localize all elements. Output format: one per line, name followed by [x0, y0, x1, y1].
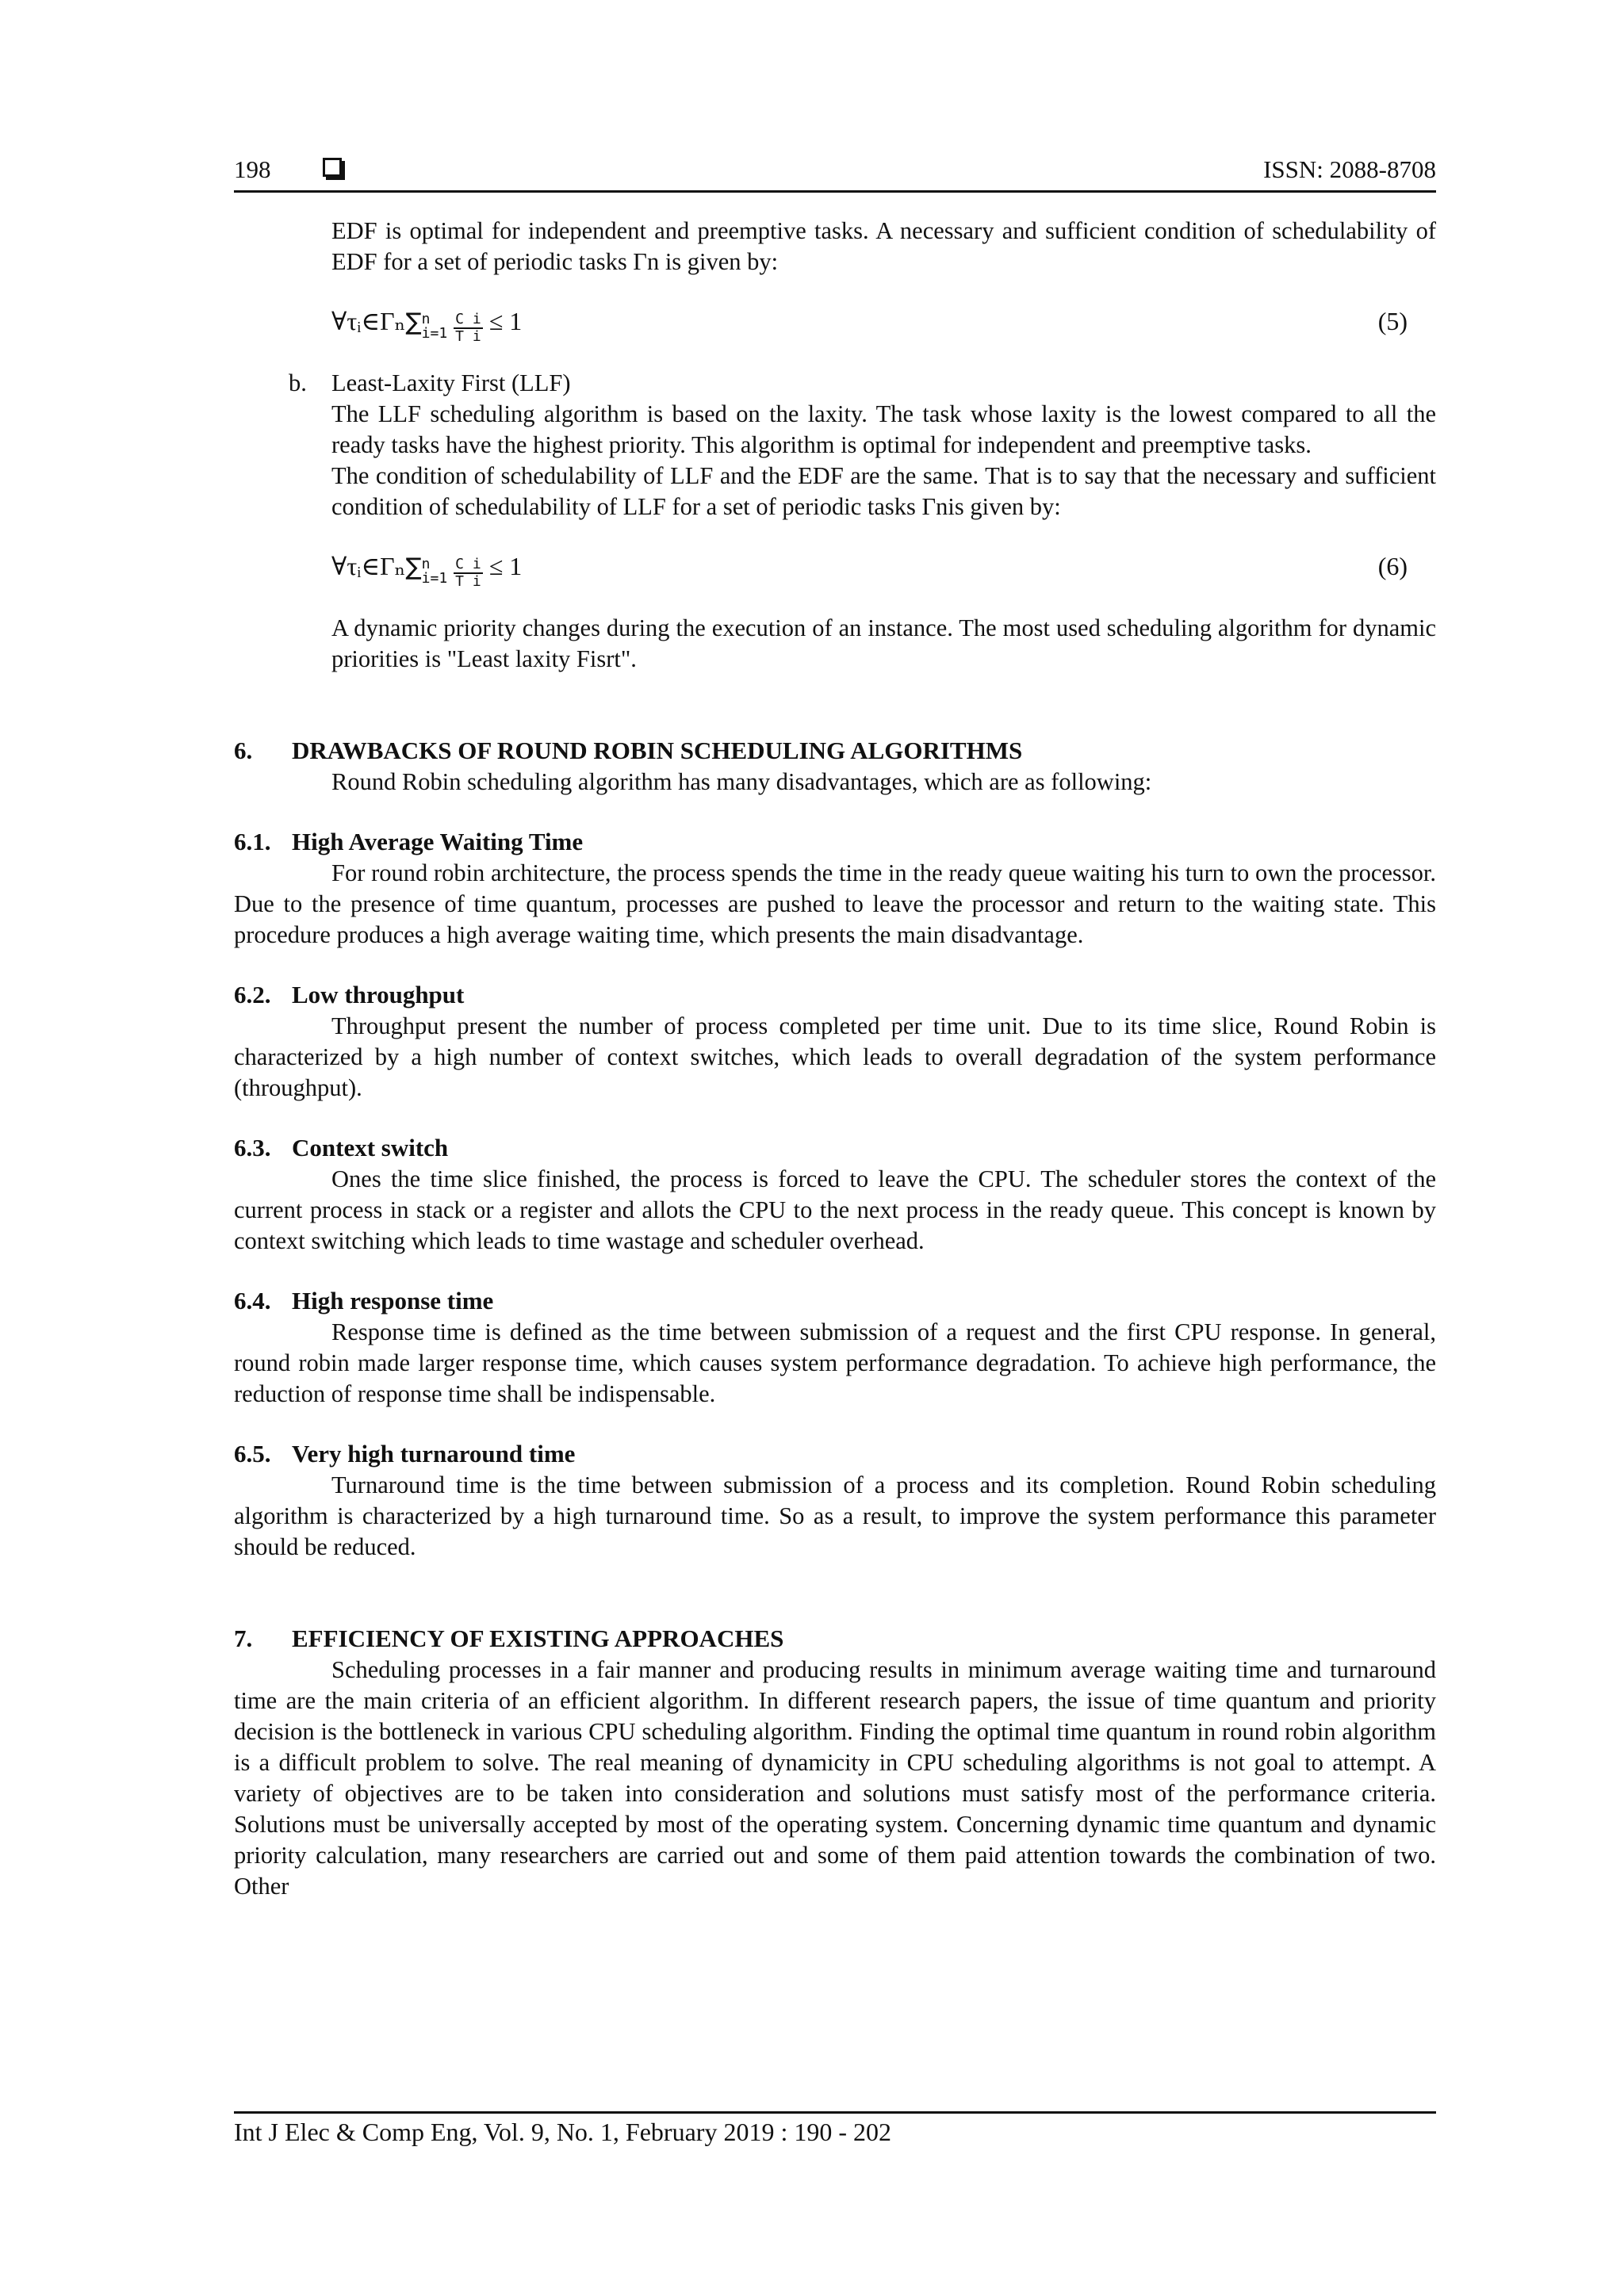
subsection-6-5-text: Turnaround time is the time between submission of a process and its completion. Round Robin scheduling algorithm is characterized by a high turnaround time. So as a result, to improve the system performance this parameter should be reduced.	[234, 1471, 1436, 1560]
llf-title: Least-Laxity First (LLF)	[331, 369, 571, 396]
equation-5-expression	[331, 306, 522, 345]
square-bullet-icon	[323, 158, 342, 177]
equation-6-upper: n	[421, 556, 431, 572]
equation-6-sum: ∑	[405, 553, 422, 581]
subsection-number: 6.3.	[234, 1134, 271, 1161]
page-number: 198	[234, 155, 271, 183]
subsection-number: 6.4.	[234, 1287, 271, 1314]
llf-paragraph-1: The LLF scheduling algorithm is based on the laxity. The task whose laxity is the lowest compared to all the ready tasks have the highest priority. This algorithm is optimal for independent and preemptive tasks.	[331, 400, 1436, 458]
equation-6-lower: i=1	[421, 570, 448, 587]
page-body	[234, 216, 1436, 1902]
subsection-number: 6.2.	[234, 981, 271, 1008]
equation-5-limits	[422, 312, 448, 341]
equation-6-limits	[422, 557, 448, 586]
section-7-heading	[234, 1623, 1436, 1655]
equation-6-numerator: C i	[455, 556, 481, 572]
equation-5-rhs: ≤ 1	[488, 307, 523, 335]
subsection-6-4-text: Response time is defined as the time between submission of a request and the first CPU response. In general, round robin made larger response time, which causes system performance degradation. To achieve high performance, the reduction of response time shall be indispensable.	[234, 1318, 1436, 1407]
subsection-title: Context switch	[292, 1134, 449, 1161]
equation-5-prefix: ∀τᵢ∈Γₙ	[331, 307, 406, 335]
subsection-6-3-text: Ones the time slice finished, the process is forced to leave the CPU. The scheduler stores the context of the current process in stack or a register and allots the CPU to the next process in the ready queue. This concept is known by context switching which leads to time wastage and scheduler overhead.	[234, 1165, 1436, 1254]
footer-citation: Int J Elec & Comp Eng, Vol. 9, No. 1, February 2019 : 190 - 202	[234, 2118, 891, 2146]
section-7-number: 7.	[234, 1624, 253, 1652]
subsection-number: 6.1.	[234, 828, 271, 855]
equation-5-fraction	[454, 312, 483, 345]
equation-5-sum: ∑	[405, 308, 422, 336]
equation-5	[234, 298, 1436, 347]
equation-6-prefix: ∀τᵢ∈Γₙ	[331, 552, 406, 580]
footer-rule	[234, 2111, 1436, 2114]
equation-6-expression	[331, 551, 522, 590]
header-rule	[234, 190, 1436, 193]
subsection-6-1-text: For round robin architecture, the process spends the time in the ready queue waiting his turn to own the processor. Due to the presence of time quantum, processes are pushed to leave the processor and return to the waiting state. This procedure produces a high average waiting time, which presents the main disadvantage.	[234, 859, 1436, 948]
section-6-heading	[234, 735, 1436, 767]
equation-6-fraction	[454, 557, 483, 590]
section-6-number: 6.	[234, 737, 253, 764]
subsection-6-2-text: Throughput present the number of process completed per time unit. Due to its time slice, Round Robin is characterized by a high number of context switches, which leads to overall degradation of the system performance (throughput).	[234, 1012, 1436, 1101]
subsection-number: 6.5.	[234, 1440, 271, 1468]
subsection-title: High Average Waiting Time	[292, 828, 584, 855]
llf-paragraph-2: The condition of schedulability of LLF and the EDF are the same. That is to say that the necessary and sufficient condition of schedulability of LLF for a set of periodic tasks Γnis given by:	[331, 462, 1436, 520]
subsection-6-5-heading	[234, 1438, 1436, 1470]
page-header	[234, 154, 1436, 193]
equation-5-numerator: C i	[455, 311, 481, 327]
edf-paragraph: EDF is optimal for independent and preemptive tasks. A necessary and sufficient condition of schedulability of EDF for a set of periodic tasks Γn is given by:	[331, 217, 1436, 275]
section-7-title: EFFICIENCY OF EXISTING APPROACHES	[292, 1624, 784, 1652]
equation-6-rhs: ≤ 1	[488, 552, 523, 580]
equation-5-denominator: T i	[455, 328, 481, 345]
subsection-6-3-heading	[234, 1132, 1436, 1164]
llf-list-item	[234, 368, 1436, 522]
list-marker: b.	[289, 369, 307, 396]
equation-5-upper: n	[421, 311, 431, 327]
llf-paragraph-3: A dynamic priority changes during the execution of an instance. The most used scheduling algorithm for dynamic priorities is "Least laxity Fisrt".	[331, 614, 1436, 672]
section-7-text: Scheduling processes in a fair manner and producing results in minimum average waiting time and turnaround time are the main criteria of an efficient algorithm. In different research papers, the issue of time quantum and priority decision is the bottleneck in various CPU scheduling algorithm. Finding the optimal time quantum in round robin algorithm is a difficult problem to solve. The real meaning of dynamicity in CPU scheduling algorithms is not goal to attempt. A variety of objectives are to be taken into consideration and solutions must satisfy most of the performance criteria. Solutions must be universally accepted by most of the operating system. Concerning dynamic time quantum and dynamic priority calculation, many researchers are carried out and some of them paid attention towards the combination of two. Other	[234, 1656, 1436, 1900]
equation-5-lower: i=1	[421, 325, 448, 342]
equation-6-denominator: T i	[455, 573, 481, 590]
equation-5-number: (5)	[1377, 307, 1408, 335]
equation-6	[234, 543, 1436, 592]
subsection-title: Very high turnaround time	[292, 1440, 576, 1468]
subsection-6-2-heading	[234, 979, 1436, 1011]
section-6-intro: Round Robin scheduling algorithm has many disadvantages, which are as following:	[331, 768, 1152, 795]
subsection-title: High response time	[292, 1287, 494, 1314]
subsection-title: Low throughput	[292, 981, 465, 1008]
subsection-6-4-heading	[234, 1285, 1436, 1317]
equation-6-number: (6)	[1377, 552, 1408, 580]
section-6-title: DRAWBACKS OF ROUND ROBIN SCHEDULING ALGORITHMS	[292, 737, 1023, 764]
issn-label: ISSN: 2088-8708	[1263, 155, 1436, 183]
subsection-6-1-heading	[234, 826, 1436, 858]
